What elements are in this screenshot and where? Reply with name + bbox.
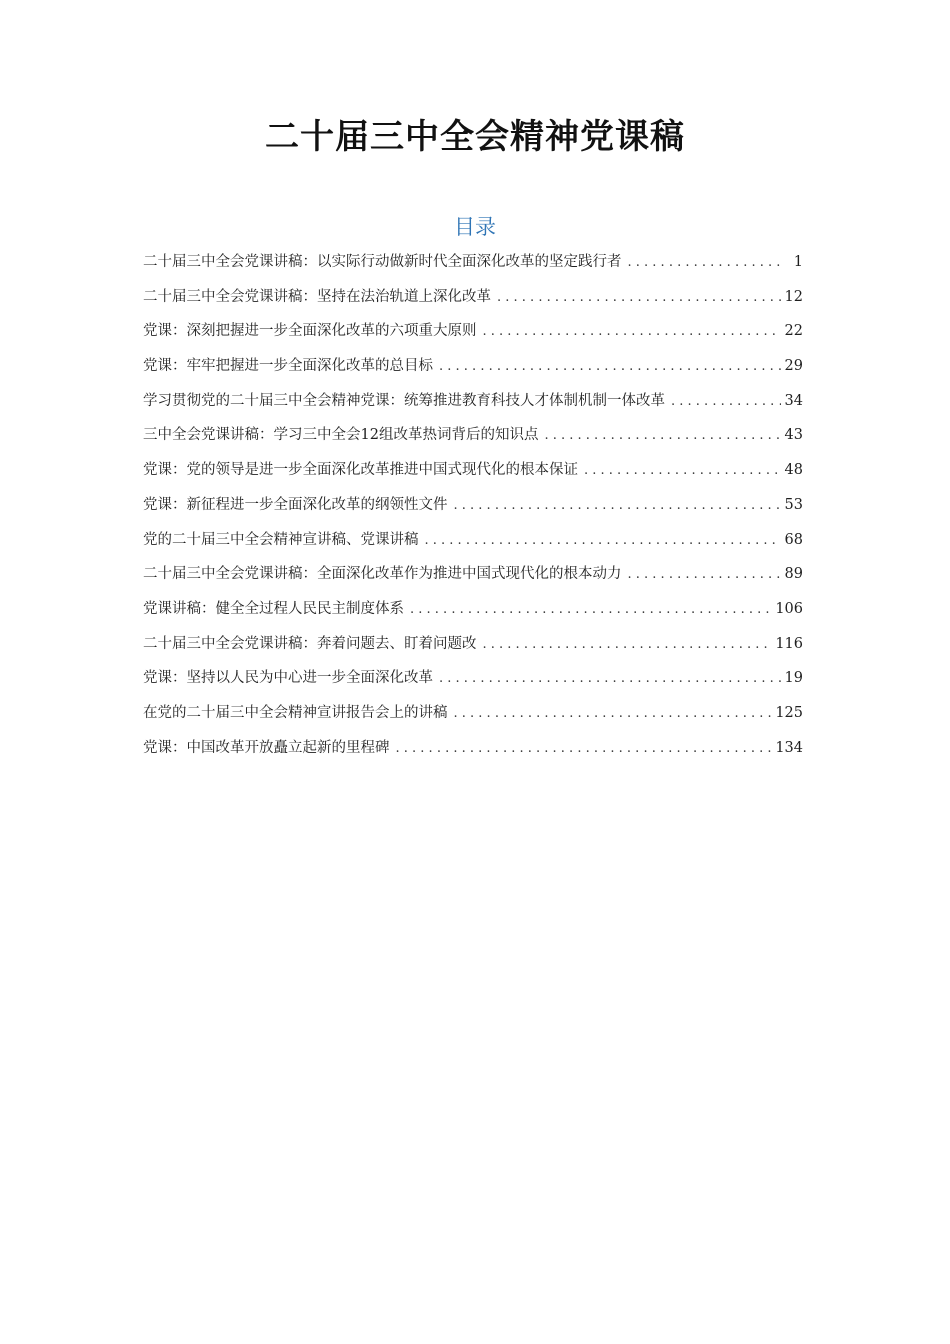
toc-leader-dots [439, 359, 781, 374]
toc-leader-dots [439, 671, 781, 686]
toc-page-number: 43 [784, 427, 803, 444]
toc-page-number: 89 [784, 566, 803, 583]
toc-entry-text: 党课：牢牢把握进一步全面深化改革的总目标 [143, 358, 433, 375]
toc-entry[interactable] [143, 701, 803, 736]
document-title: 二十届三中全会精神党课稿 [265, 117, 685, 157]
toc-leader-dots [396, 741, 772, 756]
toc-entry-text: 在党的二十届三中全会精神宣讲报告会上的讲稿 [143, 704, 448, 721]
toc-leader-dots [497, 290, 781, 305]
toc-entry[interactable] [143, 423, 803, 458]
toc-entry[interactable] [143, 285, 803, 320]
toc-entry[interactable] [143, 597, 803, 632]
toc-entry-text: 二十届三中全会党课讲稿：全面深化改革作为推进中国式现代化的根本动力 [143, 566, 622, 583]
toc-page-number: 1 [793, 254, 803, 270]
toc-entry-text: 党的二十届三中全会精神宣讲稿、党课讲稿 [143, 531, 419, 548]
toc-leader-dots [483, 324, 781, 339]
toc-heading: 目录 [454, 215, 496, 239]
toc-entry-text: 学习贯彻党的二十届三中全会精神党课：统筹推进教育科技人才体制机制一体改革 [143, 392, 665, 409]
toc-entry-text: 党课：中国改革开放矗立起新的里程碑 [143, 739, 390, 756]
toc-entry-text: 二十届三中全会党课讲稿：以实际行动做新时代全面深化改革的坚定践行者 [143, 254, 622, 270]
toc-page-number: 19 [784, 670, 803, 687]
toc-entry[interactable] [143, 354, 803, 389]
toc-entry[interactable] [143, 250, 803, 285]
toc-entry-text: 党课：坚持以人民为中心进一步全面深化改革 [143, 670, 433, 687]
toc-entry[interactable] [143, 528, 803, 563]
toc-entry[interactable] [143, 562, 803, 597]
toc-leader-dots [628, 255, 782, 270]
toc-page-number: 34 [784, 392, 803, 409]
toc-page-number: 22 [784, 323, 803, 340]
toc-entry-text: 二十届三中全会党课讲稿：奔着问题去、盯着问题改 [143, 635, 477, 652]
toc-entry[interactable] [143, 389, 803, 424]
toc-entry[interactable] [143, 632, 803, 667]
toc-entry[interactable] [143, 493, 803, 528]
toc-page-number: 53 [784, 496, 803, 513]
toc-page-number: 12 [784, 288, 803, 305]
toc-leader-dots [425, 533, 781, 548]
toc-page-number: 68 [784, 531, 803, 548]
toc-leader-dots [454, 706, 772, 721]
toc-leader-dots [454, 498, 781, 513]
toc-entry-text: 三中全会党课讲稿：学习三中全会12组改革热词背后的知识点 [143, 427, 539, 444]
toc-leader-dots [483, 637, 772, 652]
toc-entry[interactable] [143, 319, 803, 354]
toc-page-number: 48 [784, 462, 803, 479]
toc-page-number: 134 [775, 739, 803, 756]
toc-entry[interactable] [143, 458, 803, 493]
toc-page-number: 106 [775, 600, 803, 617]
toc-leader-dots [671, 394, 781, 409]
toc-page-number: 29 [784, 358, 803, 375]
toc-entry-text: 党课：党的领导是进一步全面深化改革推进中国式现代化的根本保证 [143, 462, 578, 479]
toc-entry[interactable] [143, 736, 803, 771]
toc-leader-dots [410, 602, 771, 617]
toc-entry[interactable] [143, 666, 803, 701]
toc-leader-dots [584, 463, 781, 478]
toc-entry-text: 党课：新征程进一步全面深化改革的纲领性文件 [143, 496, 448, 513]
toc-entry-text: 党课：深刻把握进一步全面深化改革的六项重大原则 [143, 323, 477, 340]
toc-page-number: 125 [775, 704, 803, 721]
toc-leader-dots [544, 428, 780, 443]
toc-entry-text: 二十届三中全会党课讲稿：坚持在法治轨道上深化改革 [143, 288, 491, 305]
toc-entry-text: 党课讲稿：健全全过程人民民主制度体系 [143, 600, 404, 617]
toc-page-number: 116 [775, 635, 803, 652]
toc-leader-dots [628, 567, 781, 582]
table-of-contents [143, 250, 803, 770]
